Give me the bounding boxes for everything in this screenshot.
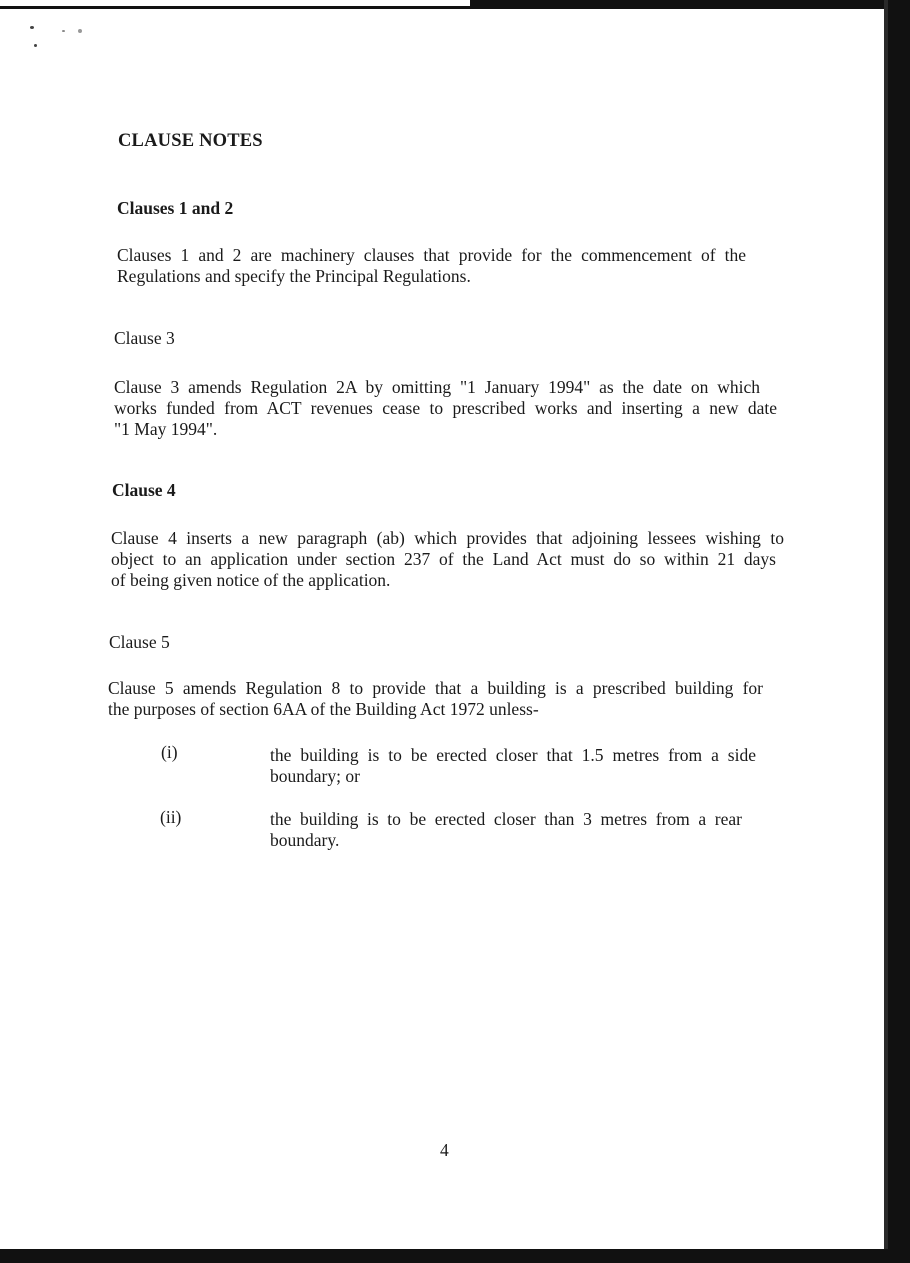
list-item-line: boundary.	[270, 830, 340, 850]
body-line: Clause 5 amends Regulation 8 to provide that a building is a prescribed building for	[108, 678, 763, 698]
section-body-clause-3	[114, 377, 777, 440]
scan-border-bottom	[0, 1249, 910, 1263]
list-item-line: boundary; or	[270, 766, 360, 786]
list-item-label: (ii)	[160, 807, 182, 827]
list-item-line: the building is to be erected closer than 3 metres from a rear	[270, 809, 742, 829]
page-number: 4	[440, 1140, 449, 1160]
section-body-clauses-1-2	[117, 245, 746, 287]
body-line: Regulations and specify the Principal Regulations.	[117, 266, 471, 286]
body-line: works funded from ACT revenues cease to prescribed works and inserting a new date	[114, 398, 777, 418]
document-title: CLAUSE NOTES	[118, 131, 263, 151]
body-line: Clauses 1 and 2 are machinery clauses that provide for the commencement of the	[117, 245, 746, 265]
body-line: the purposes of section 6AA of the Building Act 1972 unless-	[108, 699, 539, 719]
body-line: Clause 4 inserts a new paragraph (ab) which provides that adjoining lessees wishing to	[111, 528, 784, 548]
section-body-clause-5	[108, 678, 763, 720]
section-heading-clause-5: Clause 5	[109, 632, 170, 652]
body-line: "1 May 1994".	[114, 419, 218, 439]
section-heading-clause-3: Clause 3	[114, 328, 175, 348]
body-line: object to an application under section 237 of the Land Act must do so within 21 days	[111, 549, 776, 569]
body-line: Clause 3 amends Regulation 2A by omitting "1 January 1994" as the date on which	[114, 377, 760, 397]
list-item-label: (i)	[161, 742, 178, 762]
section-heading-clause-4: Clause 4	[112, 480, 176, 500]
scan-border-right	[888, 0, 910, 1263]
list-item-text	[270, 809, 742, 851]
section-heading-clauses-1-2: Clauses 1 and 2	[117, 198, 234, 218]
list-item-text	[270, 745, 756, 787]
section-body-clause-4	[111, 528, 784, 591]
body-line: of being given notice of the application.	[111, 570, 391, 590]
list-item-line: the building is to be erected closer that 1.5 metres from a side	[270, 745, 756, 765]
